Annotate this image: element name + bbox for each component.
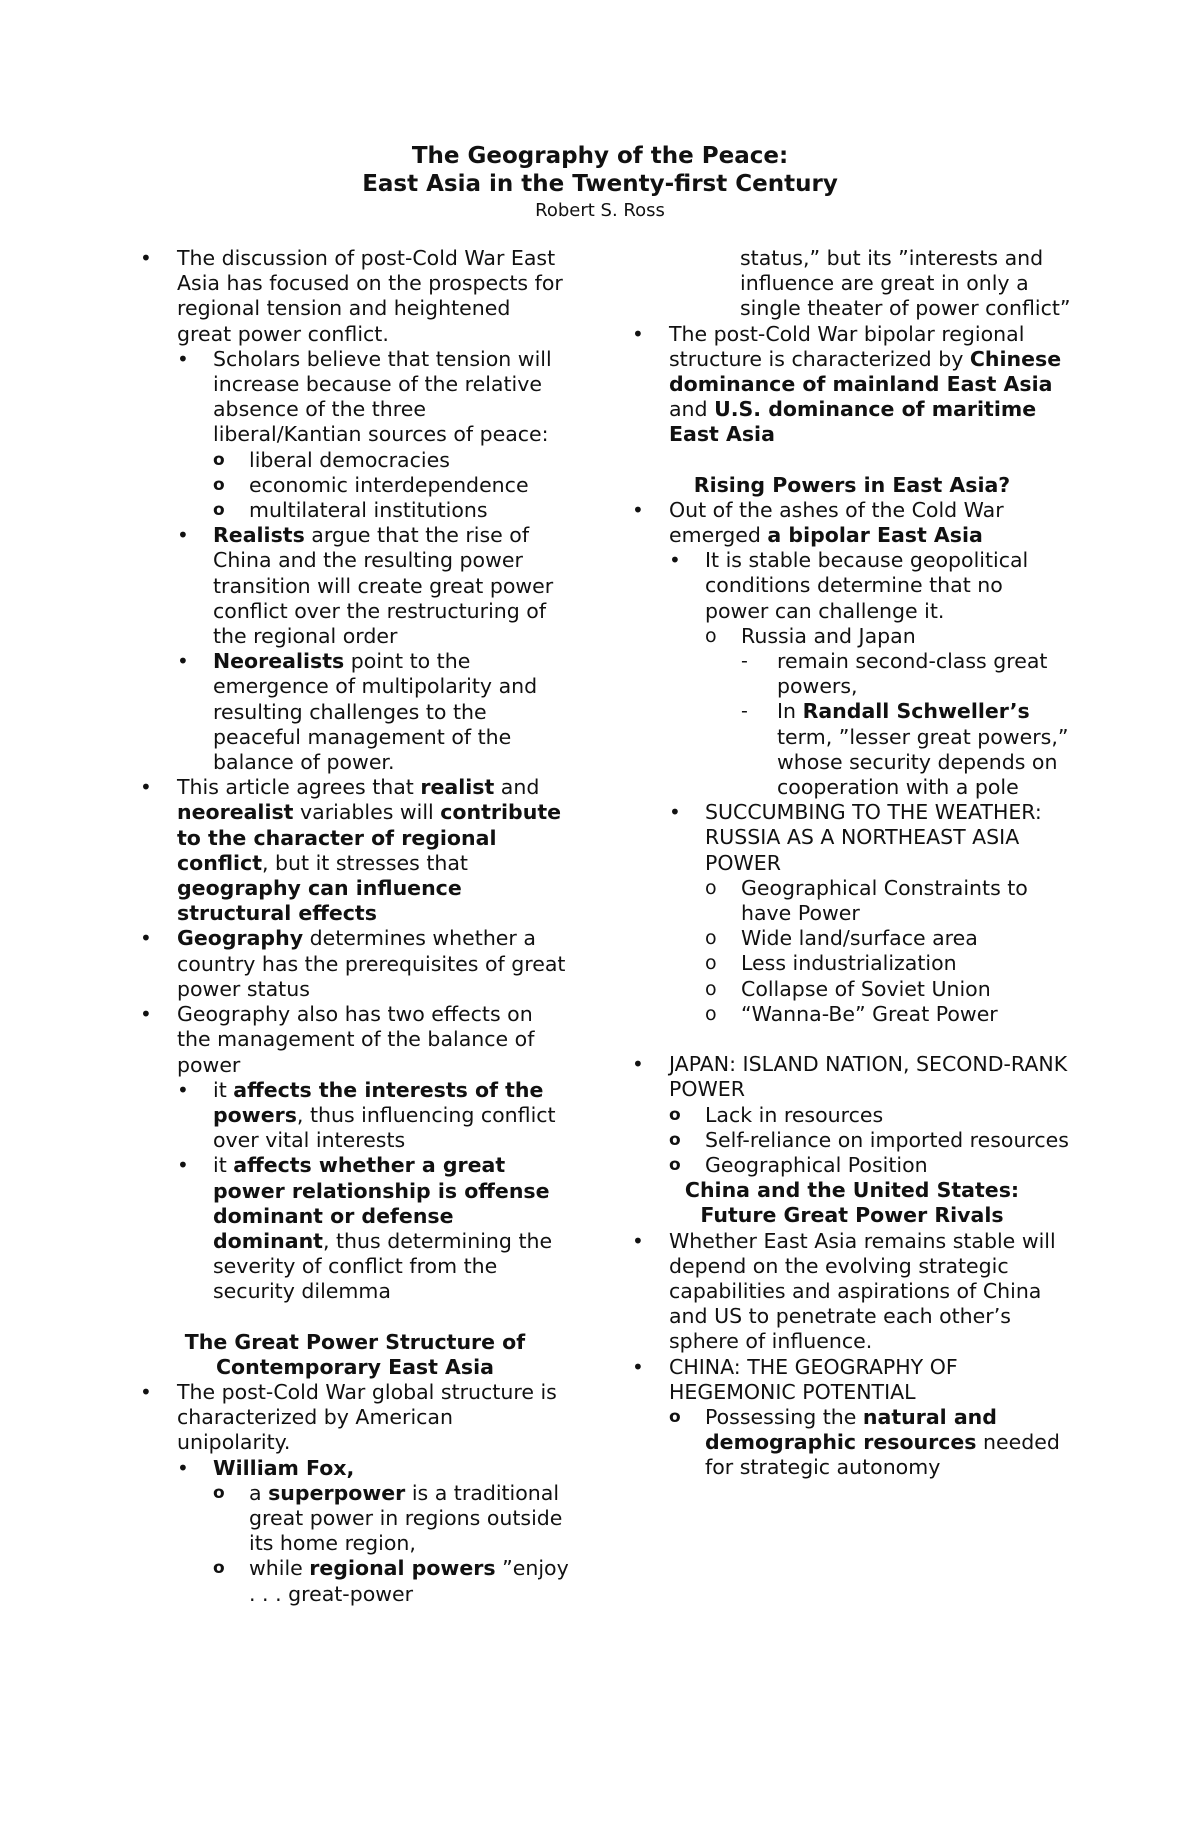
bullet-circle-icon: o — [705, 624, 717, 647]
bullet-text: Wide land/surface area — [741, 926, 978, 951]
bullet-text: it — [213, 1077, 234, 1102]
bullet-circle-icon: o — [705, 1002, 717, 1025]
bold-text: Randall Schweller’s — [802, 699, 1030, 724]
list-item — [140, 1380, 570, 1607]
bullet-disc-icon: • — [177, 1153, 189, 1178]
left-column — [140, 246, 570, 1607]
bold-text: Chinese dominance of mainland East Asia — [669, 346, 1062, 397]
list-item — [669, 548, 1072, 800]
bold-text: U.S. dominance of maritime East Asia — [669, 397, 1037, 447]
bullet-text: a — [249, 1480, 269, 1505]
bullet-circle-icon: o — [705, 876, 717, 899]
bullet-text: economic interdependence — [249, 472, 529, 497]
bullet-text: Lack in resources — [705, 1102, 884, 1127]
bold-text: contribute to the character of regional conflict — [177, 800, 562, 875]
bullet-text: argue that the rise of China and the resulting power transition will create great power conflict over the restructuring of the regional order — [213, 523, 554, 649]
list-item — [669, 800, 1072, 1027]
bold-text: affects the interests of the powers — [213, 1077, 544, 1127]
list-item — [705, 977, 1072, 1002]
bullet-text: term, ”lesser great powers,” whose security depends on cooperation with a pole — [777, 724, 1069, 800]
continued-text: status,” but its ”interests and influence are great in only a single theater of power conflict” — [740, 246, 1071, 321]
spacer — [140, 1305, 570, 1330]
document-title-line2: East Asia in the Twenty-first Century — [362, 171, 838, 197]
list-item — [669, 1405, 1072, 1481]
bullet-text: Out of the ashes of the Cold War emerged — [669, 497, 1004, 548]
list-item — [140, 926, 570, 1002]
bullet-disc-icon: • — [140, 926, 152, 951]
bold-text: neorealist — [177, 800, 294, 825]
bold-text: geography can influence structural effects — [177, 876, 462, 926]
bullet-circle-icon: o — [669, 1104, 681, 1125]
list-item — [140, 775, 570, 926]
bullet-disc-icon: • — [177, 523, 189, 548]
bullet-text: Russia and Japan — [741, 623, 916, 648]
list-item — [177, 1078, 570, 1154]
bullet-text: while — [249, 1556, 310, 1581]
bullet-circle-icon: o — [669, 1406, 681, 1427]
bullet-circle-icon: o — [213, 500, 225, 521]
bullet-dash-icon: - — [741, 700, 748, 723]
bold-text: Geography — [177, 926, 304, 951]
bullet-text: is a traditional great power in regions outside its home region, — [249, 1480, 563, 1556]
bullet-disc-icon: • — [632, 1228, 644, 1253]
heading-line: Future Great Power Rivals — [700, 1203, 1004, 1228]
list-item — [177, 649, 570, 775]
list-item — [705, 1002, 1072, 1027]
bullet-text: In — [777, 699, 803, 724]
bullet-text: Geography also has two effects on the management of the balance of power — [177, 1002, 535, 1077]
list-item — [632, 322, 1072, 448]
bullet-disc-icon: • — [632, 1354, 644, 1379]
bullet-text: liberal democracies — [249, 447, 450, 472]
bullet-text: Self-reliance on imported resources — [705, 1127, 1069, 1152]
list-item — [632, 498, 1072, 1027]
list-item — [669, 1103, 1072, 1128]
bold-text: natural and demographic resources — [705, 1404, 997, 1455]
section-heading — [632, 1178, 1072, 1228]
list-item — [213, 1481, 570, 1557]
document-author: Robert S. Ross — [535, 200, 665, 221]
bullet-text: it — [213, 1153, 234, 1178]
list-item — [705, 624, 1072, 800]
bullet-disc-icon: • — [669, 800, 681, 825]
bullet-circle-icon: o — [669, 1154, 681, 1175]
bullet-disc-icon: • — [669, 548, 681, 573]
bullet-disc-icon: • — [177, 1455, 189, 1480]
list-item — [632, 1052, 1072, 1178]
bullet-text: Geographical Constraints to have Power — [741, 875, 1028, 926]
bullet-text: Less industrialization — [741, 951, 957, 976]
bullet-text: , thus influencing conflict over vital interests — [213, 1102, 556, 1153]
heading-line: China and the United States: — [684, 1178, 1020, 1203]
list-item — [705, 926, 1072, 951]
bullet-text: multilateral institutions — [249, 498, 488, 523]
list-item — [669, 1128, 1072, 1153]
bullet-text: CHINA: THE GEOGRAPHY OF HEGEMONIC POTENTIAL — [669, 1354, 958, 1404]
bullet-text: Collapse of Soviet Union — [741, 976, 991, 1001]
list-item — [177, 347, 570, 523]
bullet-text: Possessing the — [705, 1404, 863, 1429]
bullet-text: remain second-class great powers, — [777, 649, 1048, 699]
bullet-text: needed for strategic autonomy — [705, 1430, 1060, 1480]
bullet-text: Scholars believe that tension will increase because of the relative absence of the three liberal/Kantian sources of peace: — [213, 346, 552, 447]
bullet-text: “Wanna-Be” Great Power — [741, 1001, 998, 1026]
bold-text: regional powers — [309, 1556, 496, 1581]
bullet-text: and — [494, 775, 540, 800]
bullet-text: It is stable because geopolitical conditions determine that no power can challenge it. — [705, 548, 1029, 623]
bold-text: affects whether a great power relationship is offense dominant or defense dominant — [213, 1153, 550, 1253]
bullet-text: This article agrees that — [177, 775, 421, 800]
heading-line: Contemporary East Asia — [215, 1354, 494, 1379]
list-item — [177, 1456, 570, 1607]
bullet-circle-icon: o — [213, 449, 225, 470]
list-item — [669, 1153, 1072, 1178]
bullet-text: , thus determining the severity of conflict from the security dilemma — [213, 1228, 553, 1304]
bullet-text: JAPAN: ISLAND NATION, SECOND-RANK POWER — [669, 1052, 1068, 1102]
bullet-text: Geographical Position — [705, 1152, 928, 1177]
bullet-text: Whether East Asia remains stable will depend on the evolving strategic capabilities and aspirations of China and US to penetrate each other’s sphere of influence. — [669, 1228, 1056, 1354]
bullet-disc-icon: • — [632, 497, 644, 522]
list-item — [140, 1002, 570, 1304]
bold-text: realist — [420, 775, 495, 800]
heading-line: The Great Power Structure of — [184, 1329, 526, 1354]
bullet-circle-icon: o — [705, 977, 717, 1000]
list-item — [705, 951, 1072, 976]
bullet-text: variables will — [293, 800, 441, 825]
bold-text: Neorealists — [213, 649, 345, 674]
bullet-text: The discussion of post-Cold War East Asia has focused on the prospects for regional tension and heightened great power conflict. — [177, 246, 563, 346]
spacer — [632, 448, 1072, 473]
list-item — [741, 699, 1072, 800]
bullet-text: and — [669, 397, 715, 422]
bullet-text: point to the emergence of multipolarity and resulting challenges to the peaceful management of the balance of power. — [213, 649, 538, 775]
list-item — [177, 1153, 570, 1304]
bold-text: superpower — [268, 1480, 406, 1505]
list-item — [632, 1229, 1072, 1355]
bullet-circle-icon: o — [213, 1558, 225, 1579]
bullet-circle-icon: o — [669, 1129, 681, 1150]
bold-text: William Fox, — [213, 1455, 355, 1480]
bullet-text: determines whether a country has the prerequisites of great power status — [177, 926, 566, 1001]
section-heading — [140, 1330, 570, 1380]
list-item — [213, 448, 570, 473]
list-item — [213, 473, 570, 498]
bullet-circle-icon: o — [213, 474, 225, 495]
list-item — [213, 498, 570, 523]
bullet-dash-icon: - — [741, 650, 748, 673]
bullet-disc-icon: • — [140, 246, 152, 270]
bullet-disc-icon: • — [177, 649, 189, 674]
bullet-text: ”enjoy . . . great-power — [249, 1556, 569, 1606]
bullet-disc-icon: • — [140, 775, 152, 800]
list-item — [177, 523, 570, 649]
bullet-disc-icon: • — [632, 1052, 644, 1077]
bullet-disc-icon: • — [177, 346, 189, 371]
bullet-circle-icon: o — [705, 952, 717, 975]
bullet-text: , but it stresses that — [262, 850, 468, 875]
section-heading: Rising Powers in East Asia? — [693, 472, 1011, 497]
spacer — [632, 1027, 1072, 1052]
bold-text: Realists — [213, 523, 305, 548]
bullet-disc-icon: • — [177, 1077, 189, 1102]
bullet-circle-icon: o — [213, 1482, 225, 1503]
document-title-line1: The Geography of the Peace: — [411, 143, 789, 169]
document-header — [0, 142, 1200, 223]
list-item — [140, 246, 570, 775]
list-item — [741, 649, 1072, 699]
bullet-text: The post-Cold War bipolar regional structure is characterized by — [669, 321, 1025, 371]
bullet-disc-icon: • — [140, 1002, 152, 1027]
list-item — [632, 1355, 1072, 1481]
bullet-circle-icon: o — [705, 927, 717, 950]
bullet-disc-icon: • — [140, 1379, 152, 1404]
bullet-text: SUCCUMBING TO THE WEATHER: RUSSIA AS A NORTHEAST ASIA POWER — [705, 800, 1042, 875]
right-column — [632, 246, 1072, 1481]
bold-text: a bipolar East Asia — [767, 523, 983, 548]
bullet-text: The post-Cold War global structure is characterized by American unipolarity. — [177, 1379, 557, 1455]
list-item — [705, 876, 1072, 926]
list-item — [213, 1556, 570, 1606]
bullet-disc-icon: • — [632, 321, 644, 346]
